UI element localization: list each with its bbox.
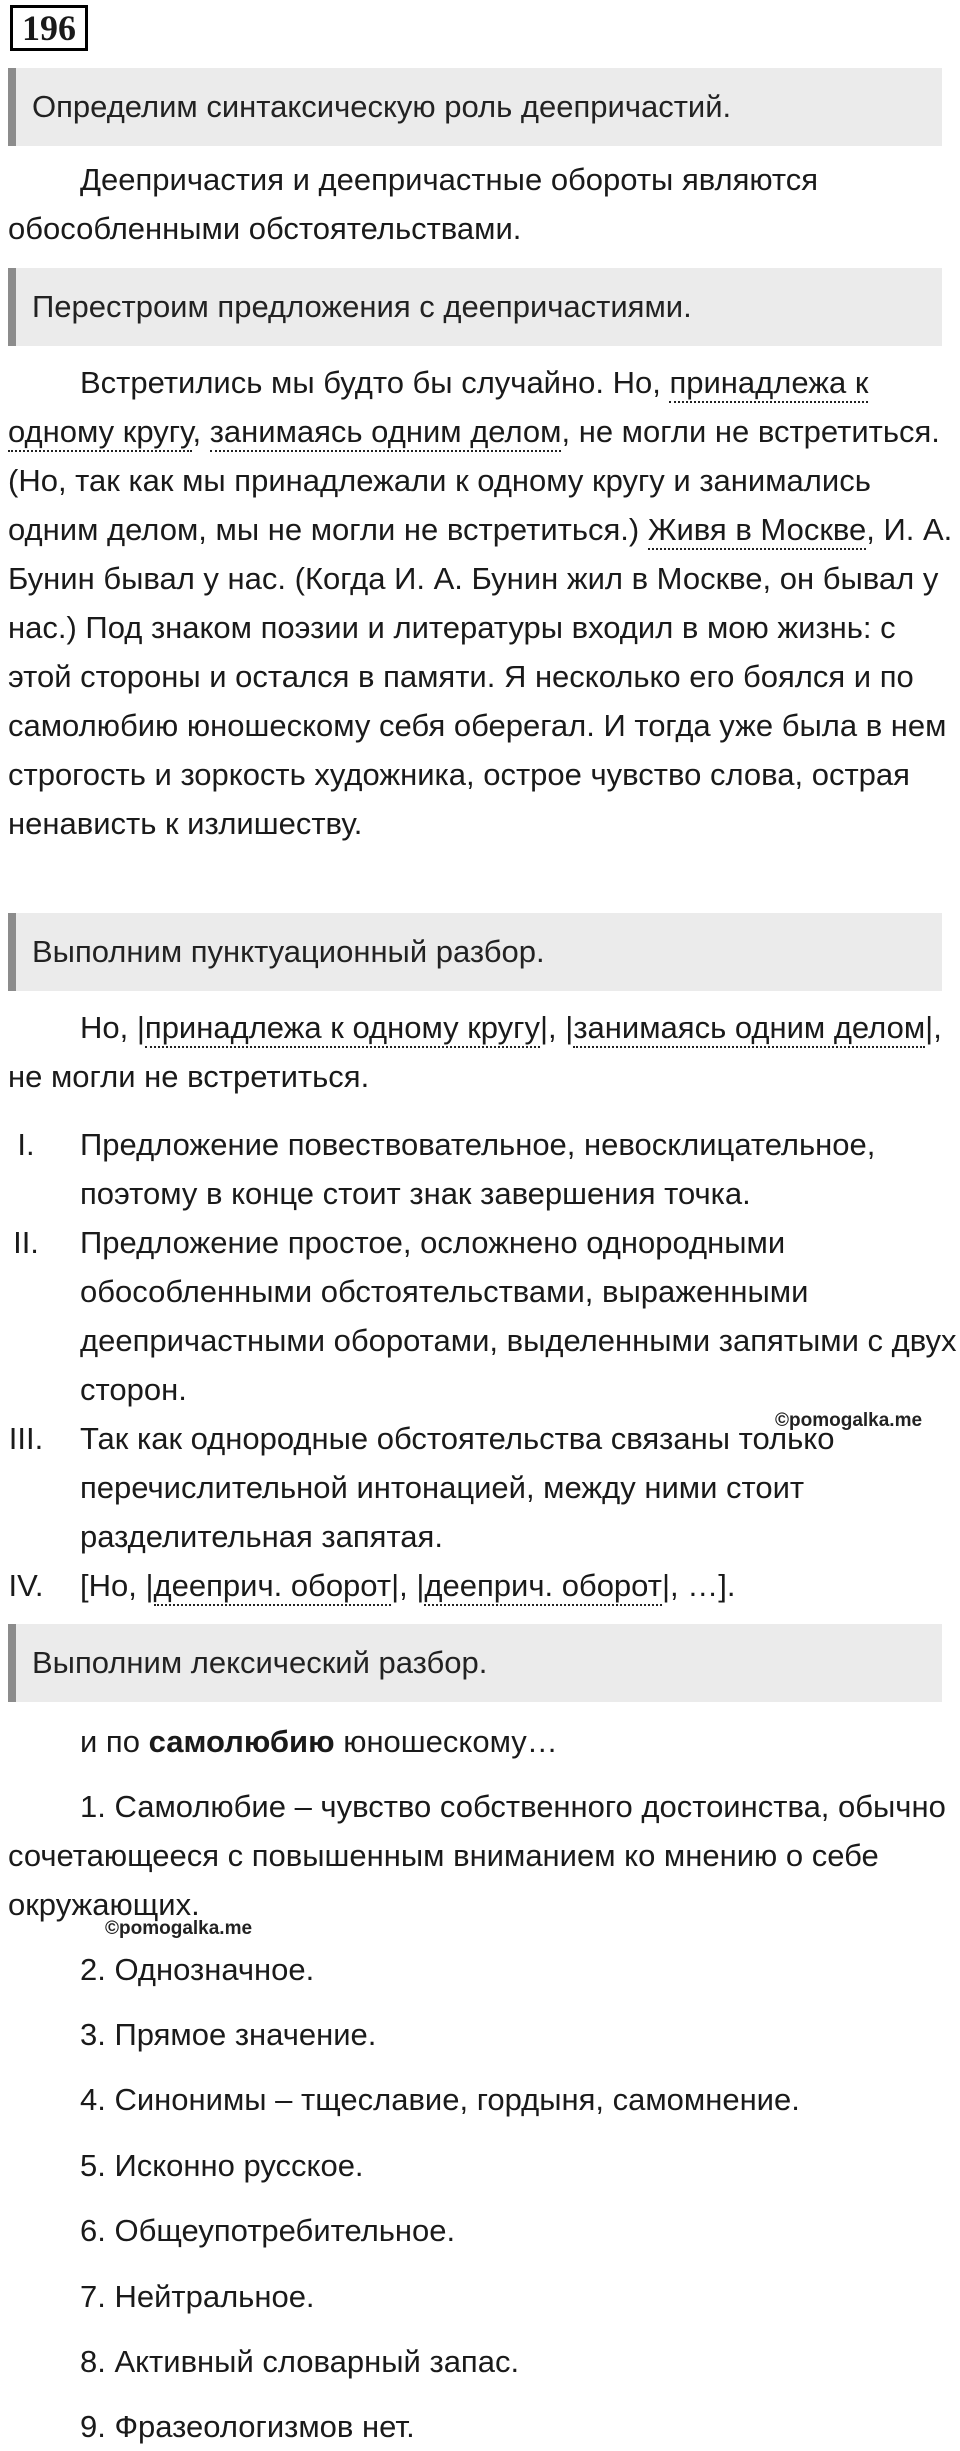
lex-point: 4. Синонимы – тщеславие, гордыня, самомнение. [80,2082,800,2117]
watermark: ©pomogalka.me [775,1410,923,1431]
lex-definition: 1. Самолюбие – чувство собственного достоинства, обычно сочетающееся с повышенным вниманием ко мнению о себе окружающих. [8,1789,946,1922]
punct-heading: Выполним пунктуационный разбор. [8,913,942,991]
lex-heading: Выполним лексический разбор. [8,1624,942,1702]
participle-phrase-1: принадлежа к одному кругу [8,365,868,452]
rebuild-heading: Перестроим предложения с деепричастиями. [8,268,942,346]
rebuild-text: Встретились мы будто бы случайно. Но, принадлежа к одному кругу, занимаясь одним делом, не могли не встретиться. (Но, так как мы принадлежали к одному кругу и занимались одним делом, мы не могли не встретиться.) Живя в Москве, И. А. Бунин бывал у нас. (Когда И. А. Бунин жил в Москве, он бывал у нас.) Под знаком поэзии и литературы входил в мою жизнь: с этой стороны и остался в памяти. Я несколько его боялся и по самолюбию юношескому себя оберегал. И тогда уже была в нем строгость и зоркость художника, острое чувство слова, острая ненависть к излишеству. [8,365,953,841]
task-number: 196 [10,5,88,51]
punct-sentence: Но, |принадлежа к одному кругу|, |занимаясь одним делом|, не могли не встретиться. [8,1010,942,1094]
participle-phrase-2: занимаясь одним делом [210,414,562,452]
lex-point: 2. Однозначное. [80,1952,315,1987]
syntax-text: Деепричастия и деепричастные обороты являются обособленными обстоятельствами. [8,162,819,246]
lex-point: 3. Прямое значение. [80,2017,377,2052]
lex-point: 7. Нейтральное. [80,2279,315,2314]
lex-point: 6. Общеупотребительное. [80,2213,456,2248]
syntax-heading: Определим синтаксическую роль деепричастий. [8,68,942,146]
lex-point: 5. Исконно русское. [80,2148,364,2183]
lex-point: 9. Фразеологизмов нет. [80,2409,415,2444]
watermark: ©pomogalka.me [105,1918,253,1939]
lex-phrase: и по самолюбию юношескому… [80,1724,558,1759]
participle-phrase-3: Живя в Москве [648,512,866,550]
lex-point: 8. Активный словарный запас. [80,2344,520,2379]
